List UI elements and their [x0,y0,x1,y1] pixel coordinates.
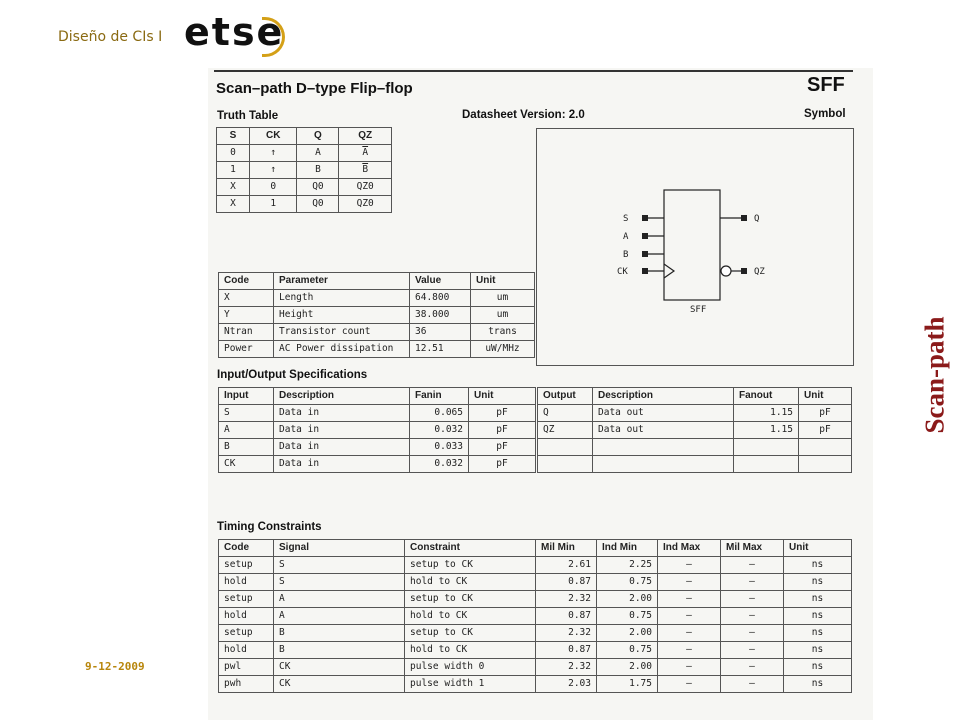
timing-title: Timing Constraints [217,521,322,533]
table-row [219,439,536,456]
cell: um [471,307,535,324]
cell: 0.75 [597,608,658,625]
th-unit: Unit [799,388,852,405]
cell: 0.87 [536,642,597,659]
th-mil-max: Mil Max [721,540,784,557]
cell: 2.00 [597,625,658,642]
cell: setup [219,591,274,608]
th-value: Value [410,273,471,290]
cell: ns [784,642,852,659]
table-row [219,608,852,625]
cell: 2.32 [536,625,597,642]
cell [538,456,593,473]
cell [593,456,734,473]
cell: uW/MHz [471,341,535,358]
cell: Q0 [297,196,339,213]
cell: – [721,608,784,625]
ff-body [664,190,720,300]
parameter-table [218,272,535,358]
etse-logo: etse [184,10,285,54]
cell: ↑ [249,145,297,162]
cell: pwl [219,659,274,676]
th-fanin: Fanin [410,388,469,405]
cell: – [721,591,784,608]
cell: Power [219,341,274,358]
symbol-name: SFF [690,305,707,315]
input-table [218,387,536,473]
th-unit: Unit [469,388,536,405]
cell: 2.03 [536,676,597,693]
cell: – [721,574,784,591]
cell: 1 [217,162,250,179]
cell: – [658,557,721,574]
truth-table-title: Truth Table [217,110,279,122]
cell: A [297,145,339,162]
table-row [538,422,852,439]
cell: Ntran [219,324,274,341]
timing-header [219,540,852,557]
cell: A [219,422,274,439]
truth-table [216,127,392,213]
cell: pF [469,422,536,439]
th-description: Description [274,388,410,405]
cell: ns [784,676,852,693]
table-row [219,341,535,358]
table-row [219,591,852,608]
timing-table [218,539,852,693]
cell: X [217,196,250,213]
cell: $\overline{B}$ [339,162,392,179]
table-row [219,659,852,676]
th-description: Description [593,388,734,405]
cell: pulse width 0 [405,659,536,676]
cell: S [274,574,405,591]
cell: setup to CK [405,625,536,642]
cell: ns [784,557,852,574]
cell: B [219,439,274,456]
th-constraint: Constraint [405,540,536,557]
cell: B [297,162,339,179]
table-row [217,179,392,196]
table-row [219,574,852,591]
cell: 0.033 [410,439,469,456]
cell: Height [274,307,410,324]
cell: QZ0 [339,196,392,213]
th-code: Code [219,540,274,557]
symbol-pin-a: A [623,232,629,242]
symbol-pin-ck: CK [617,267,628,277]
cell: – [721,676,784,693]
cell: pF [469,405,536,422]
table-row [219,676,852,693]
table-row [219,324,535,341]
cell: trans [471,324,535,341]
cell: – [658,608,721,625]
cell: ns [784,574,852,591]
cell: CK [274,676,405,693]
cell: Q0 [297,179,339,196]
th-signal: Signal [274,540,405,557]
slide-date: 9-12-2009 [85,660,145,673]
table-row [219,307,535,324]
symbol-pin-qz: QZ [754,267,765,277]
cell: QZ0 [339,179,392,196]
cell: 0 [217,145,250,162]
cell: Y [219,307,274,324]
cell: hold [219,642,274,659]
th-output: Output [538,388,593,405]
th-qz: QZ [339,128,392,145]
cell: 1.75 [597,676,658,693]
cell: X [219,290,274,307]
table-row [219,642,852,659]
th-ind-min: Ind Min [597,540,658,557]
table-row [219,290,535,307]
cell: 0.75 [597,574,658,591]
cell: S [219,405,274,422]
cell: – [721,659,784,676]
cell: – [658,574,721,591]
course-title: Diseño de CIs I [58,29,163,45]
cell: 2.32 [536,591,597,608]
cell: pF [469,456,536,473]
flip-flop-symbol [600,180,800,320]
io-title: Input/Output Specifications [217,369,368,381]
cell: – [658,642,721,659]
side-title [905,305,960,445]
symbol-label: Symbol [804,108,846,120]
cell: pwh [219,676,274,693]
cell: Data in [274,439,410,456]
cell: – [658,659,721,676]
table-row [219,422,536,439]
cell: 1 [249,196,297,213]
symbol-pin-b: B [623,250,629,260]
table-row [217,145,392,162]
cell: hold [219,608,274,625]
th-fanout: Fanout [734,388,799,405]
output-header [538,388,852,405]
cell [734,439,799,456]
cell [734,456,799,473]
symbol-pin-s: S [623,214,629,224]
th-unit: Unit [784,540,852,557]
cell: 0.87 [536,608,597,625]
cell: hold to CK [405,574,536,591]
cell: 2.00 [597,591,658,608]
cell: 12.51 [410,341,471,358]
cell: – [658,676,721,693]
cell: A [274,591,405,608]
th-mil-min: Mil Min [536,540,597,557]
cell: Data in [274,456,410,473]
cell: hold to CK [405,608,536,625]
parameter-header [219,273,535,290]
cell: 0.75 [597,642,658,659]
cell [593,439,734,456]
th-q: Q [297,128,339,145]
cell: 38.000 [410,307,471,324]
cell: B [274,642,405,659]
cell: ns [784,625,852,642]
table-row-empty [538,439,852,456]
cell: – [721,557,784,574]
cell: CK [274,659,405,676]
cell: hold [219,574,274,591]
cell: 2.32 [536,659,597,676]
cell: Transistor count [274,324,410,341]
cell [538,439,593,456]
cell: Data out [593,422,734,439]
side-title-text: Scan-path [919,316,950,434]
cell: setup [219,557,274,574]
cell: B [274,625,405,642]
pin-ck-dot [642,268,648,274]
cell: Length [274,290,410,307]
cell: setup to CK [405,591,536,608]
table-row [219,625,852,642]
pin-q-dot [741,215,747,221]
th-s: S [217,128,250,145]
th-unit: Unit [471,273,535,290]
cell: Data in [274,405,410,422]
cell: 2.25 [597,557,658,574]
cell: 0.032 [410,456,469,473]
cell: setup [219,625,274,642]
cell: pF [799,422,852,439]
cell: S [274,557,405,574]
cell: A [274,608,405,625]
cell [799,456,852,473]
symbol-pin-q: Q [754,214,760,224]
table-row [219,456,536,473]
cell: pF [799,405,852,422]
cell: 0.032 [410,422,469,439]
th-ck: CK [249,128,297,145]
cell: ns [784,659,852,676]
cell: AC Power dissipation [274,341,410,358]
th-code: Code [219,273,274,290]
cell: QZ [538,422,593,439]
cell: 1.15 [734,422,799,439]
cell: ↑ [249,162,297,179]
th-ind-max: Ind Max [658,540,721,557]
table-row [217,196,392,213]
th-parameter: Parameter [274,273,410,290]
cell [799,439,852,456]
version-label: Datasheet Version: 2.0 [462,109,585,121]
cell: 64.800 [410,290,471,307]
truth-table-header [217,128,392,145]
top-rule [214,70,853,72]
pin-s-dot [642,215,648,221]
datasheet-title: Scan–path D–type Flip–flop [216,80,413,97]
cell: um [471,290,535,307]
pin-b-dot [642,251,648,257]
cell: 0.065 [410,405,469,422]
cell: X [217,179,250,196]
table-row [219,557,852,574]
input-header [219,388,536,405]
cell: hold to CK [405,642,536,659]
cell: 1.15 [734,405,799,422]
cell: Q [538,405,593,422]
table-row-empty [538,456,852,473]
cell-name: SFF [807,74,845,96]
cell: ns [784,591,852,608]
cell: – [658,591,721,608]
cell: CK [219,456,274,473]
table-row [219,405,536,422]
cell: – [721,625,784,642]
cell: 2.61 [536,557,597,574]
cell: – [721,642,784,659]
cell: 36 [410,324,471,341]
cell: pF [469,439,536,456]
cell: setup to CK [405,557,536,574]
cell: 0 [249,179,297,196]
cell: $\overline{A}$ [339,145,392,162]
pin-qz-dot [741,268,747,274]
cell: Data in [274,422,410,439]
cell: pulse width 1 [405,676,536,693]
cell: Data out [593,405,734,422]
cell: 2.00 [597,659,658,676]
clock-triangle [664,264,674,278]
th-input: Input [219,388,274,405]
cell: ns [784,608,852,625]
output-table [537,387,852,473]
cell: 0.87 [536,574,597,591]
table-row [217,162,392,179]
inversion-bubble [721,266,731,276]
cell: – [658,625,721,642]
table-row [538,405,852,422]
pin-a-dot [642,233,648,239]
